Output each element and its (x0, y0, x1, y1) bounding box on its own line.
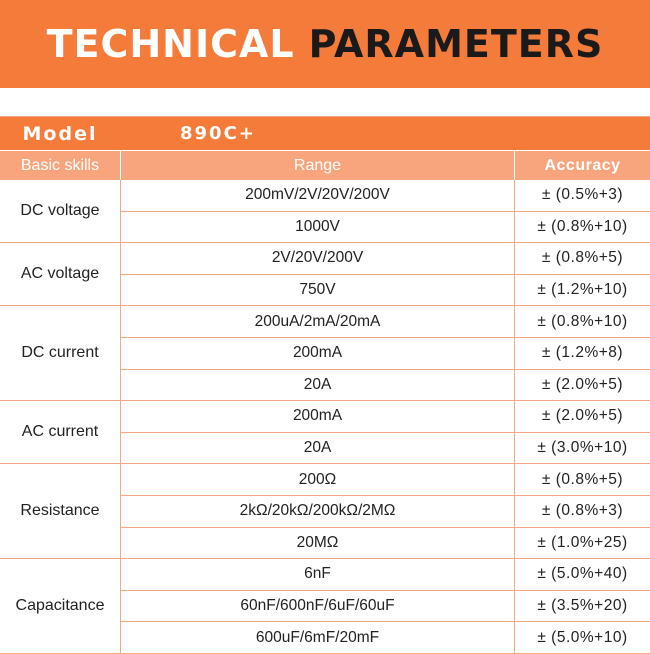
spec-table (0, 116, 650, 654)
range-cell: 6nF (121, 559, 515, 590)
model-row (0, 117, 650, 151)
range-cell: 60nF/600nF/6uF/60uF (121, 591, 515, 622)
range-cell: 20MΩ (121, 528, 515, 559)
range-cell: 200mV/2V/20V/200V (121, 180, 515, 211)
accuracy-cell: ± (5.0%+40) (537, 565, 628, 583)
group-rows (121, 559, 650, 653)
accuracy-cell: ± (3.5%+20) (537, 597, 628, 615)
model-value: 890C+ (180, 123, 256, 144)
range-cell: 750V (121, 275, 515, 306)
group-rows (121, 243, 650, 305)
accuracy-cell: ± (0.8%+10) (537, 217, 628, 235)
accuracy-cell: ± (5.0%+10) (537, 628, 628, 646)
model-label: Model (22, 122, 98, 145)
group-label: AC voltage (0, 243, 121, 305)
accuracy-cell: ± (2.0%+5) (541, 407, 624, 425)
accuracy-cell: ± (3.0%+10) (537, 439, 628, 457)
table-row (121, 464, 650, 496)
table-row (121, 496, 650, 528)
group-rows (121, 306, 650, 400)
accuracy-cell: ± (0.5%+3) (541, 186, 624, 204)
table-group (0, 306, 650, 401)
range-cell: 600uF/6mF/20mF (121, 622, 515, 653)
range-cell: 200mA (121, 338, 515, 369)
group-label: DC current (0, 306, 121, 400)
table-group (0, 180, 650, 243)
range-cell: 2V/20V/200V (121, 243, 515, 274)
group-rows (121, 180, 650, 242)
accuracy-cell: ± (2.0%+5) (541, 375, 624, 393)
group-rows (121, 464, 650, 558)
table-row (121, 370, 650, 401)
accuracy-cell: ± (0.8%+5) (541, 249, 624, 267)
page-title (47, 22, 604, 66)
accuracy-cell: ± (1.2%+8) (541, 344, 624, 362)
group-label: AC current (0, 401, 121, 463)
range-cell: 200mA (121, 401, 515, 432)
table-row (121, 401, 650, 433)
table-row (121, 212, 650, 243)
accuracy-cell: ± (1.0%+25) (537, 533, 628, 551)
range-cell: 2kΩ/20kΩ/200kΩ/2MΩ (121, 496, 515, 527)
accuracy-cell: ± (0.8%+3) (541, 502, 624, 520)
range-cell: 200uA/2mA/20mA (121, 306, 515, 337)
table-row (121, 180, 650, 212)
group-label: Resistance (0, 464, 121, 558)
header-range: Range (121, 151, 515, 180)
table-row (121, 275, 650, 306)
table-row (121, 338, 650, 370)
range-cell: 20A (121, 370, 515, 401)
header-accuracy: Accuracy (544, 156, 621, 174)
table-row (121, 528, 650, 559)
table-group (0, 243, 650, 306)
table-row (121, 243, 650, 275)
table-group (0, 464, 650, 559)
title-part-2: PARAMETERS (308, 22, 604, 66)
table-row (121, 591, 650, 623)
group-label: Capacitance (0, 559, 121, 653)
accuracy-cell: ± (0.8%+5) (541, 470, 624, 488)
table-body (0, 180, 650, 654)
header-row (0, 151, 650, 180)
table-group (0, 401, 650, 464)
group-rows (121, 401, 650, 463)
title-part-1: TECHNICAL (46, 22, 295, 66)
table-row (121, 559, 650, 591)
title-banner (0, 0, 650, 88)
accuracy-cell: ± (0.8%+10) (537, 312, 628, 330)
range-cell: 1000V (121, 212, 515, 243)
table-row (121, 306, 650, 338)
header-basic-skills: Basic skills (0, 151, 121, 180)
table-row (121, 433, 650, 464)
table-row (121, 622, 650, 653)
range-cell: 20A (121, 433, 515, 464)
range-cell: 200Ω (121, 464, 515, 495)
accuracy-cell: ± (1.2%+10) (537, 281, 628, 299)
group-label: DC voltage (0, 180, 121, 242)
table-group (0, 559, 650, 654)
